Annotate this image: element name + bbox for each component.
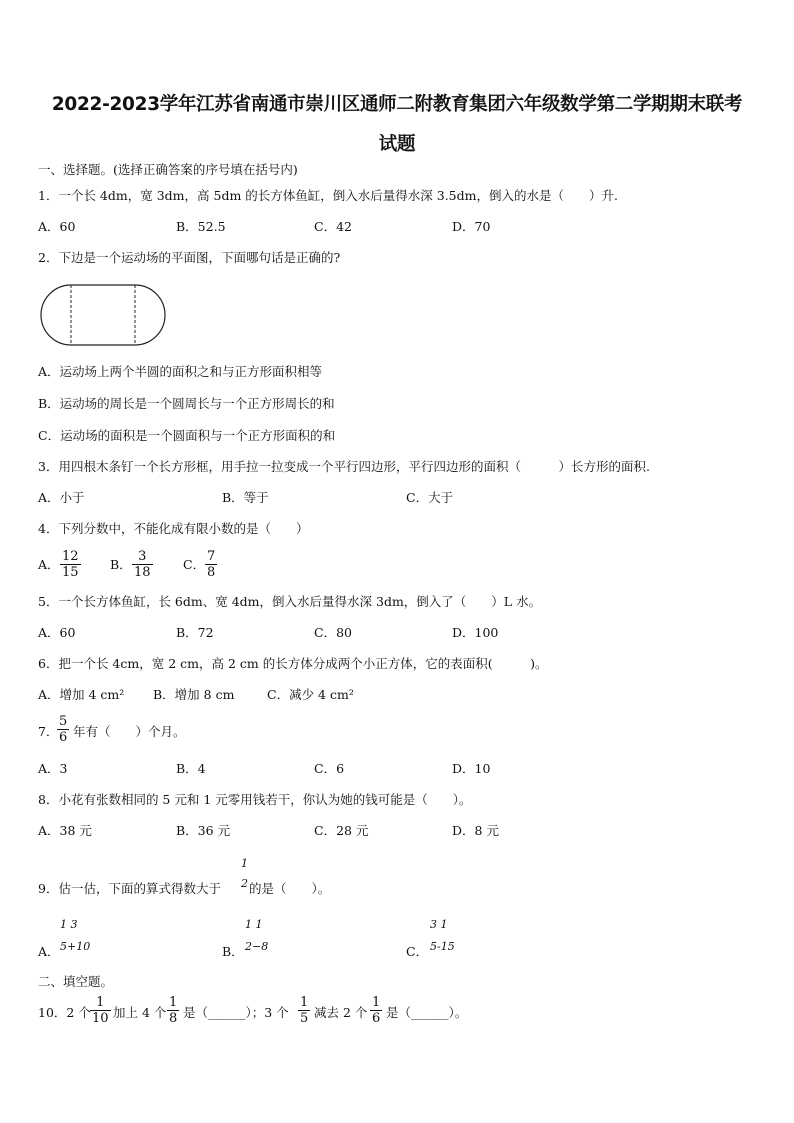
q5-option-a: A．60	[38, 625, 76, 640]
q10-fraction-3	[298, 995, 310, 1026]
q7-option-a: A．3	[38, 761, 68, 776]
q2-option-a: A．运动场上两个半圆的面积之和与正方形面积相等	[38, 364, 323, 379]
q1-option-c: C．42	[314, 219, 352, 234]
section-heading-fill: 二、填空题。	[38, 974, 114, 989]
q6-option-a: A．增加 4 cm²	[38, 687, 125, 702]
q3-option-c: C．大于	[406, 490, 454, 505]
q3-option-b: B．等于	[222, 490, 269, 505]
q9-stem-numerator: 1	[241, 857, 248, 870]
q9-option-b-label: B．	[222, 944, 244, 959]
q4-a-denominator: 15	[62, 565, 79, 580]
q5-option-d: D．100	[452, 625, 499, 640]
q5-option-b: B．72	[176, 625, 214, 640]
q10-f4-denominator: 6	[372, 1011, 381, 1026]
q10-f3-numerator: 1	[300, 995, 309, 1010]
q1-option-a: A．60	[38, 219, 76, 234]
q9-option-a-label: A．	[38, 944, 60, 959]
question-2-stem: 2．下边是一个运动场的平面图，下面哪句话是正确的?	[38, 250, 341, 265]
q8-option-b: B．36 元	[176, 823, 231, 838]
q10-part5: 是（______）。	[386, 1005, 468, 1020]
q10-f4-numerator: 1	[372, 995, 381, 1010]
page-title-line2: 试题	[378, 134, 416, 155]
q7-fraction	[57, 714, 69, 745]
q9-option-c-label: C．	[406, 944, 429, 959]
q6-option-b: B．增加 8 cm	[153, 687, 235, 702]
q4-b-numerator: 3	[132, 549, 153, 565]
question-1-stem: 1．一个长 4dm，宽 3dm，高 5dm 的长方体鱼缸，倒入水后量得水深 3.5dm，倒入的水是（ ）升.	[38, 188, 618, 203]
q5-option-c: C．80	[314, 625, 352, 640]
q4-option-a-fraction	[60, 549, 81, 580]
q3-option-a: A．小于	[38, 490, 85, 505]
q10-part1: 10．2 个	[38, 1005, 91, 1020]
q1-option-b: B．52.5	[176, 219, 226, 234]
section-heading-choice: 一、选择题。(选择正确答案的序号填在括号内)	[38, 162, 298, 177]
q7-prefix: 7．	[38, 724, 59, 739]
q4-option-c-fraction	[205, 549, 217, 580]
q1-option-d: D．70	[452, 219, 491, 234]
q7-option-b: B．4	[176, 761, 206, 776]
q9-stem-post: 的是（ ）。	[249, 881, 331, 896]
q10-f2-denominator: 8	[169, 1011, 178, 1026]
q9-c-numerators: 3 1	[430, 918, 448, 931]
q6-option-c: C．减少 4 cm²	[267, 687, 354, 702]
q9-b-numerators: 1 1	[245, 918, 263, 931]
question-8-stem: 8．小花有张数相同的 5 元和 1 元零用钱若干，你认为她的钱可能是（ ）。	[38, 792, 472, 807]
q9-a-numerators: 1 3	[60, 918, 78, 931]
q10-f1-denominator: 10	[92, 1011, 109, 1026]
question-5-stem: 5．一个长方体鱼缸，长 6dm、宽 4dm，倒入水后量得水深 3dm，倒入了（ ）L 水。	[38, 594, 542, 609]
q10-fraction-4	[370, 995, 382, 1026]
q10-f1-numerator: 1	[90, 995, 111, 1011]
q7-stem-rest: 年有（ ）个月。	[73, 724, 186, 739]
page-title: 2022-2023学年江苏省南通市崇川区通师二附教育集团六年级数学第二学期期末联考	[51, 94, 743, 115]
q7-denominator: 6	[59, 730, 68, 745]
q10-part3: 是（______）；3 个	[183, 1005, 289, 1020]
q9-c-denominators: 5-15	[430, 940, 455, 953]
q4-option-c-label: C．	[183, 557, 206, 572]
q7-numerator: 5	[59, 714, 68, 729]
question-9-stem: 9．估一估，下面的算式得数大于	[38, 881, 221, 896]
q10-f3-denominator: 5	[300, 1011, 309, 1026]
q10-fraction-2	[167, 995, 179, 1026]
q10-f2-numerator: 1	[169, 995, 178, 1010]
q4-c-denominator: 8	[207, 565, 216, 580]
q8-option-c: C．28 元	[314, 823, 369, 838]
q8-option-a: A．38 元	[38, 823, 92, 838]
question-6-stem: 6．把一个长 4cm，宽 2 cm，高 2 cm 的长方体分成两个小正方体，它的表面积( )。	[38, 656, 548, 671]
q2-option-c: C．运动场的面积是一个圆面积与一个正方形面积的和	[38, 428, 336, 443]
q10-part2: 加上 4 个	[113, 1005, 167, 1020]
q4-option-a-label: A．	[38, 557, 60, 572]
q4-option-b-fraction	[132, 549, 153, 580]
q4-option-b-label: B．	[110, 557, 132, 572]
q4-b-denominator: 18	[134, 565, 151, 580]
question-3-stem: 3．用四根木条钉一个长方形框，用手拉一拉变成一个平行四边形，平行四边形的面积（ ）长方形的面积.	[38, 459, 650, 474]
q7-option-d: D．10	[452, 761, 491, 776]
stadium-diagram	[40, 284, 166, 346]
q10-part4: 减去 2 个	[314, 1005, 368, 1020]
q2-option-b: B．运动场的周长是一个圆周长与一个正方形周长的和	[38, 396, 335, 411]
question-4-stem: 4．下列分数中，不能化成有限小数的是（ ）	[38, 521, 309, 536]
q10-fraction-1	[90, 995, 111, 1026]
q8-option-d: D．8 元	[452, 823, 499, 838]
q4-c-numerator: 7	[207, 549, 216, 564]
q9-a-denominators: 5+10	[60, 940, 91, 953]
q9-stem-denominator: 2	[241, 877, 248, 890]
q9-b-denominators: 2−8	[245, 940, 269, 953]
q7-option-c: C．6	[314, 761, 345, 776]
q4-a-numerator: 12	[62, 549, 79, 564]
